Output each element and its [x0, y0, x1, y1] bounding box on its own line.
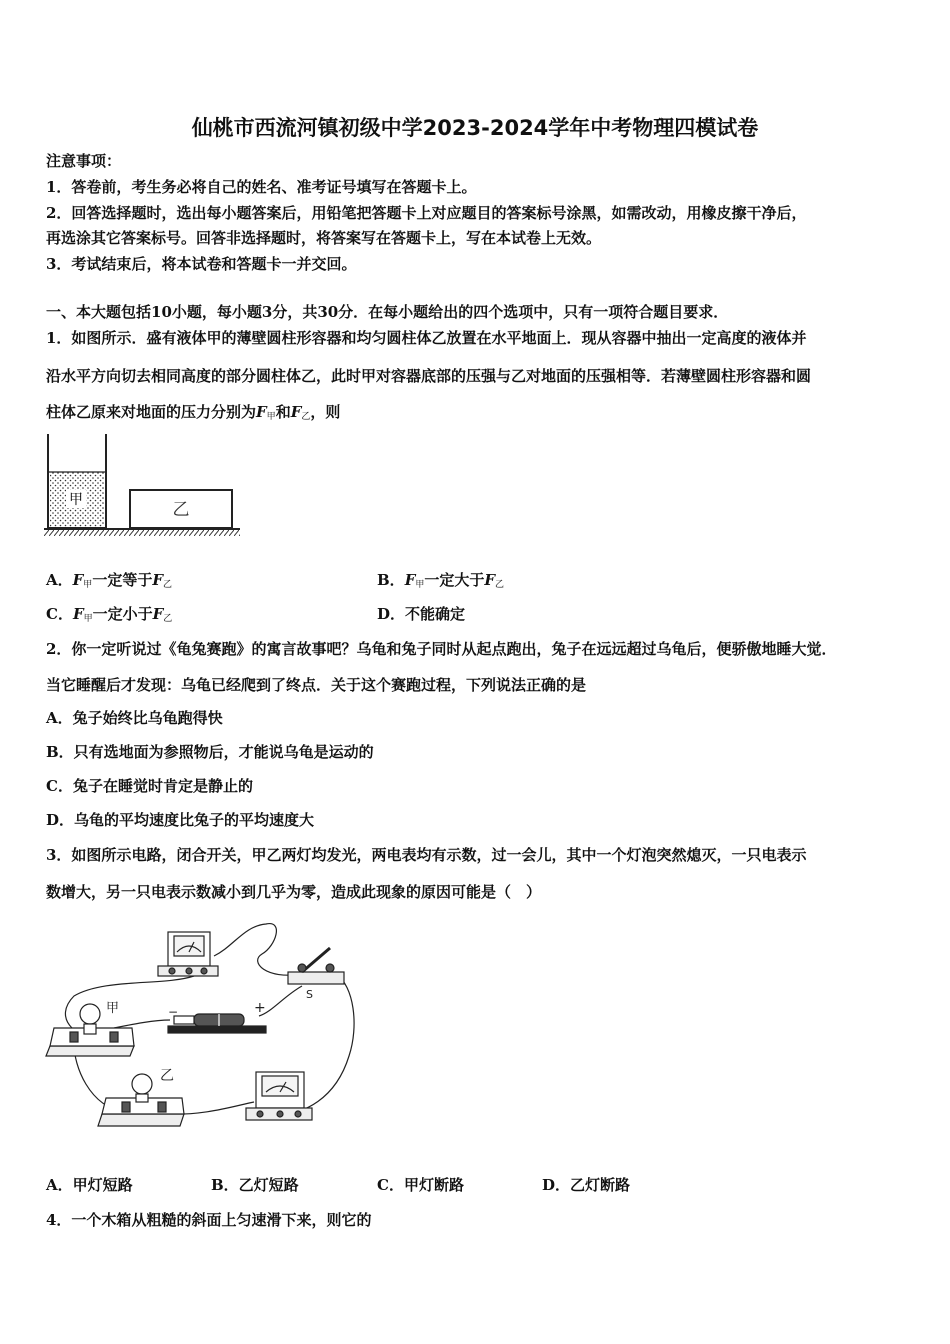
q3-option-a[interactable]: A．甲灯短路 [46, 1176, 133, 1194]
q1-option-c[interactable] [46, 604, 172, 629]
notice-heading: 注意事项： [46, 152, 122, 170]
q2-option-c[interactable]: C．兔子在睡觉时肯定是静止的 [46, 777, 253, 795]
option-letter: B． [377, 571, 405, 589]
ammeter [246, 1072, 312, 1120]
force-symbol: F [404, 571, 416, 589]
force-symbol: F [256, 403, 267, 421]
switch [288, 948, 344, 984]
page-title: 仙桃市西流河镇初级中学2023-2024学年中考物理四模试卷 [191, 116, 759, 140]
q2-option-a[interactable]: A．兔子始终比乌龟跑得快 [46, 709, 223, 727]
q3-option-c[interactable]: C．甲灯断路 [377, 1176, 464, 1194]
option-text: 一定小于 [92, 605, 153, 623]
subscript-jia: 甲 [83, 614, 93, 624]
lamp-jia-label: 甲 [106, 1001, 120, 1016]
q3-option-d[interactable]: D．乙灯断路 [542, 1176, 631, 1194]
notice-item-3: 3．考试结束后，将本试卷和答题卡一并交回。 [46, 255, 357, 273]
q1-line-3 [46, 402, 340, 427]
section-intro: 一、本大题包括10小题，每小题3分，共30分．在每小题给出的四个选项中，只有一项符合题目要求． [46, 303, 729, 321]
switch-label: S [306, 988, 313, 1001]
then-text: ，则 [310, 403, 341, 421]
battery-plus-label: + [254, 1000, 266, 1016]
notice-item-2: 2．回答选择题时，选出每小题答案后，用铅笔把答题卡上对应题目的答案标号涂黑，如需改动，用橡皮擦干净后， [46, 204, 807, 222]
battery [168, 1014, 266, 1033]
fig-label-yi: 乙 [172, 500, 190, 520]
option-text: 一定大于 [424, 571, 485, 589]
q2-line-1: 2．你一定听说过《龟兔赛跑》的寓言故事吧？乌龟和兔子同时从起点跑出，兔子在远远超过乌龟后，便骄傲地睡大觉． [46, 640, 837, 658]
subscript-yi: 乙 [495, 580, 505, 590]
q1-line-3-text: 柱体乙原来对地面的压力分别为 [46, 403, 257, 421]
notice-item-1: 1．答卷前，考生务必将自己的姓名、准考证号填写在答题卡上。 [46, 178, 477, 196]
q1-option-a[interactable] [46, 570, 172, 595]
q2-line-2: 当它睡醒后才发现：乌龟已经爬到了终点．关于这个赛跑过程，下列说法正确的是 [46, 676, 587, 694]
q1-line-1: 1．如图所示．盛有液体甲的薄壁圆柱形容器和均匀圆柱体乙放置在水平地面上．现从容器中抽出一定高度的液体并 [46, 329, 807, 347]
fig-label-jia: 甲 [69, 492, 83, 508]
force-symbol: F [72, 571, 84, 589]
subscript-jia: 甲 [415, 580, 425, 590]
lamp-jia [46, 1004, 134, 1056]
force-symbol: F [152, 571, 163, 589]
q1-line-2: 沿水平方向切去相同高度的部分圆柱体乙，此时甲对容器底部的压强与乙对地面的压强相等．若薄壁圆柱形容器和圆 [46, 367, 812, 385]
force-symbol: F [484, 571, 496, 589]
lamp-yi-label: 乙 [160, 1068, 174, 1084]
option-letter: C． [46, 605, 73, 623]
subscript-yi: 乙 [162, 580, 172, 590]
force-symbol: F [72, 605, 84, 623]
notice-item-2-cont: 再选涂其它答案标号。回答非选择题时，将答案写在答题卡上，写在本试卷上无效。 [46, 229, 602, 247]
and-text: 和 [275, 403, 291, 421]
q2-option-b[interactable]: B．只有选地面为参照物后，才能说乌龟是运动的 [46, 743, 374, 761]
q3-line-1: 3．如图所示电路，闭合开关，甲乙两灯均发光，两电表均有示数，过一会儿，其中一个灯泡突然熄灭，一只电表示 [46, 846, 807, 864]
force-symbol: F [290, 403, 302, 421]
battery-minus-label: − [168, 1005, 179, 1019]
subscript-yi: 乙 [301, 412, 311, 422]
q4-line-1: 4．一个木箱从粗糙的斜面上匀速滑下来，则它的 [46, 1211, 372, 1229]
q1-figure [44, 434, 244, 540]
force-symbol: F [152, 605, 164, 623]
q3-line-2: 数增大，另一只电表示数减小到几乎为零，造成此现象的原因可能是（ ） [46, 883, 542, 901]
voltmeter [158, 932, 218, 976]
option-letter: A． [46, 571, 73, 589]
q1-option-b[interactable] [377, 570, 504, 595]
option-text: 一定等于 [92, 571, 153, 589]
q1-option-d[interactable]: D．不能确定 [377, 605, 466, 623]
subscript-jia: 甲 [266, 412, 276, 422]
subscript-yi: 乙 [163, 614, 173, 624]
subscript-jia: 甲 [83, 580, 93, 590]
q3-circuit-figure [44, 916, 364, 1144]
q3-option-b[interactable]: B．乙灯短路 [211, 1176, 299, 1194]
q2-option-d[interactable]: D．乌龟的平均速度比兔子的平均速度大 [46, 811, 315, 829]
